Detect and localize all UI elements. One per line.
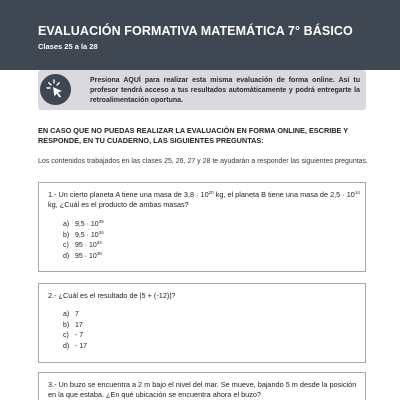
page-subtitle: Clases 25 a la 28: [38, 42, 98, 51]
option-letter: c): [63, 242, 69, 249]
option-value: 7: [74, 311, 79, 318]
question-1-text-part: kg, el planeta B tiene una masa de 2,5 · 10: [213, 190, 355, 199]
question-1-text: [48, 190, 360, 210]
option-a[interactable]: [63, 310, 87, 321]
option-letter: d): [63, 342, 70, 350]
question-1-text-part: 1.- Un cierto planeta A tiene una masa de 3,8 · 10: [48, 190, 209, 199]
question-2-options: [63, 310, 87, 352]
header-bar: [0, 0, 400, 70]
question-3: [38, 372, 366, 400]
option-value: 9,5 · 10: [74, 231, 99, 239]
option-value: 95 · 10: [74, 252, 97, 260]
question-1-options: [63, 220, 104, 262]
option-letter: a): [63, 311, 70, 318]
question-2-text: 2.- ¿Cuál es el resultado de |5 + (-12)|?: [48, 291, 176, 300]
option-letter: b): [63, 321, 70, 329]
question-1-exponent-a: 20: [208, 190, 214, 195]
option-exponent: 35: [96, 250, 102, 256]
option-exponent: 34: [96, 240, 102, 245]
option-letter: b): [63, 231, 70, 239]
option-value: - 17: [74, 342, 88, 350]
option-value: - 7: [74, 332, 84, 339]
option-d[interactable]: [63, 342, 87, 353]
option-exponent: 35: [98, 219, 104, 224]
option-value: 17: [74, 321, 83, 329]
question-1: [38, 182, 366, 272]
option-letter: c): [63, 332, 69, 339]
option-a[interactable]: [63, 220, 104, 231]
option-c[interactable]: [63, 331, 87, 342]
online-notice[interactable]: [38, 70, 366, 110]
question-3-text: 3.- Un buzo se encuentra a 2 m bajo el nivel del mar. Se mueve, bajando 5 m desde la posición en la que estaba. ¿En qué ubicación se encuentra ahora el buzo?: [48, 380, 357, 399]
option-d[interactable]: [63, 252, 104, 263]
option-b[interactable]: [63, 321, 87, 332]
option-value: 95 · 10: [74, 242, 97, 249]
cursor-click-icon[interactable]: [40, 74, 71, 105]
question-1-exponent-b: 14: [354, 190, 360, 195]
intro-text: Los contenidos trabajados en las clases 25, 26, 27 y 28 te ayudarán a responder las siguientes preguntas.: [38, 158, 368, 165]
notice-text[interactable]: Presiona AQUÍ para realizar esta misma evaluación de forma online. Así tu profesor tendrá acceso a tus resultados automáticamente y podrá entregarte la retroalimentación oportuna.: [90, 77, 360, 104]
question-1-text-part: kg, ¿Cuál es el producto de ambas masas?: [48, 200, 189, 209]
question-2: [38, 283, 366, 363]
option-letter: a): [63, 221, 70, 228]
instruction-text: EN CASO QUE NO PUEDAS REALIZAR LA EVALUACIÓN EN FORMA ONLINE, ESCRIBE Y RESPONDE, EN TU CUADERNO, LAS SIGUIENTES PREGUNTAS:: [38, 126, 349, 145]
page-title: EVALUACIÓN FORMATIVA MATEMÁTICA 7° BÁSICO: [38, 24, 353, 38]
option-exponent: 34: [98, 229, 104, 235]
option-letter: d): [63, 252, 70, 260]
option-value: 9,5 · 10: [74, 221, 99, 228]
